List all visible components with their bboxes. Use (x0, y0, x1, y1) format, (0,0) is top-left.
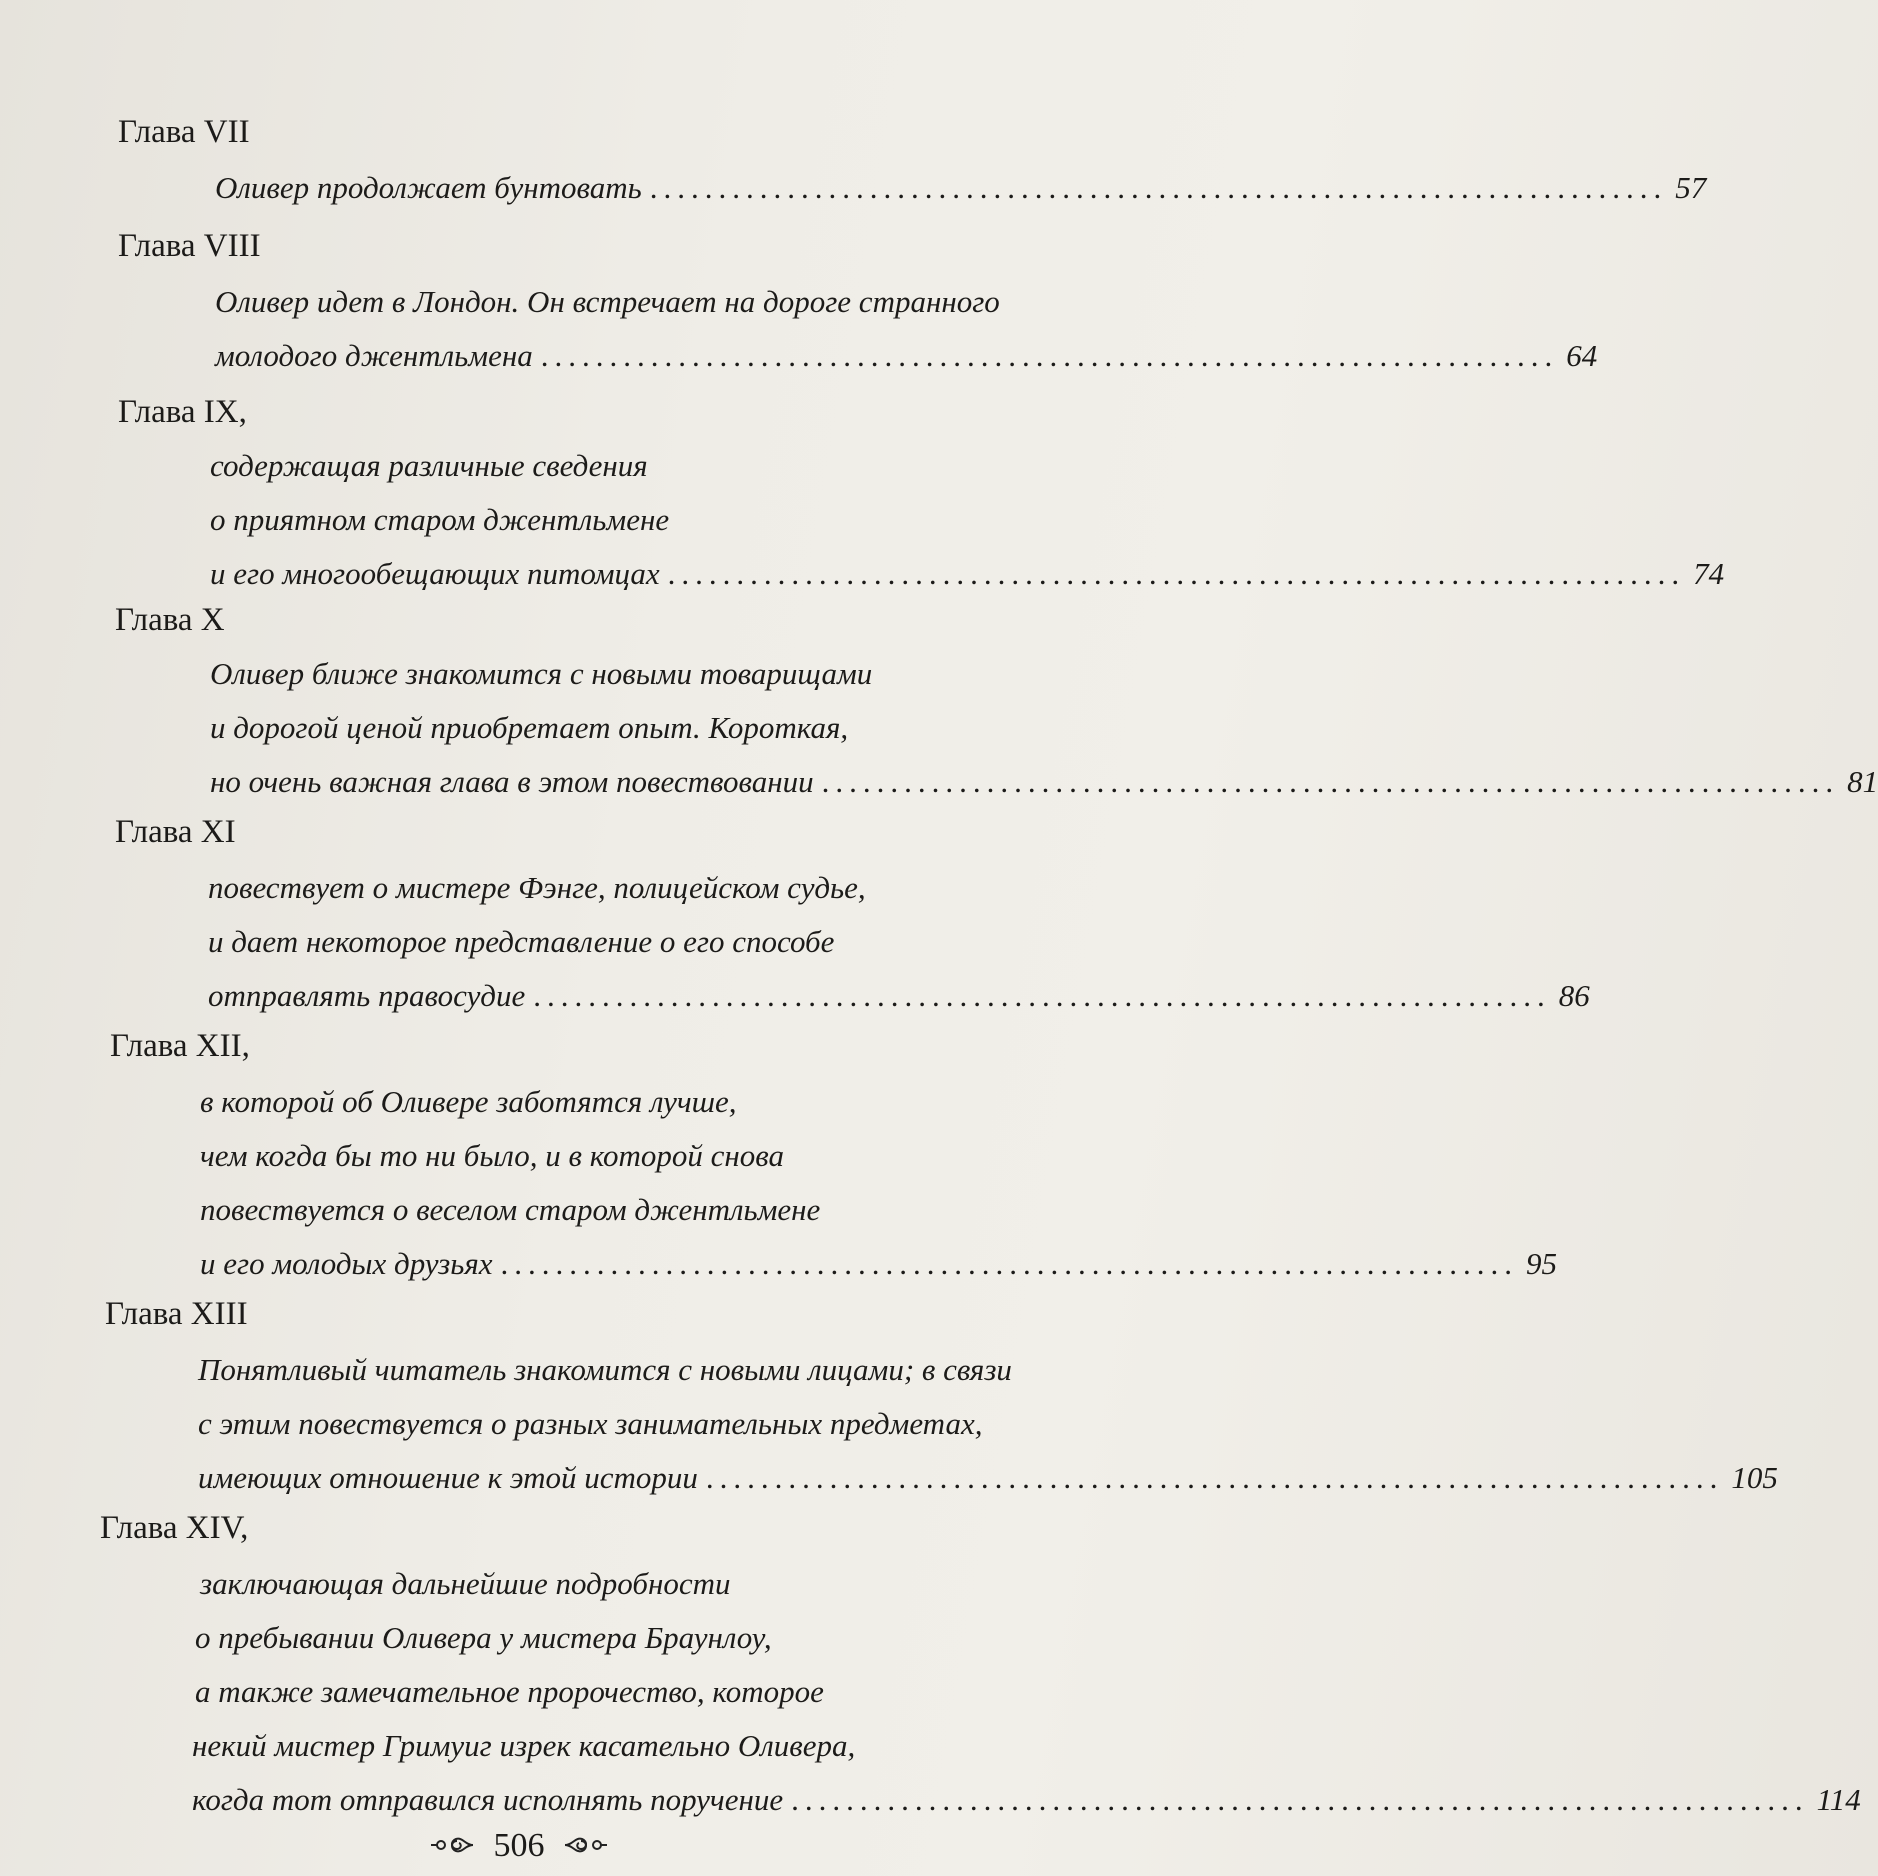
chapter-title-line: Понятливый читатель знакомится с новыми лицами; в связи (198, 1352, 1012, 1387)
chapter-page-number: 57 (1675, 170, 1707, 205)
chapter-title-line: некий мистер Гримуиг изрек касательно Оливера, (192, 1728, 856, 1763)
chapter-title-line: заключающая дальнейшие подробности (200, 1566, 731, 1601)
chapter-title-line: с этим повествуется о разных занимательных предметах, (198, 1406, 983, 1441)
chapter-title-line (210, 762, 1878, 802)
chapter-heading: Глава XIII (105, 1296, 248, 1332)
chapter-title-line: о пребывании Оливера у мистера Браунлоу, (195, 1620, 772, 1655)
chapter-title-line (198, 1458, 1778, 1498)
chapter-title-line: содержащая различные сведения (210, 448, 648, 483)
chapter-title-line: о приятном старом джентльмене (210, 502, 670, 537)
chapter-page-number: 81 (1847, 764, 1878, 799)
chapter-heading: Глава VIII (118, 228, 261, 264)
chapter-title-text: отправлять правосудие (208, 978, 526, 1013)
chapter-title-line: Оливер ближе знакомится с новыми товарищами (210, 656, 873, 691)
chapter-title-line: повествует о мистере Фэнге, полицейском судье, (208, 870, 866, 905)
leader-dots: .......................................................................... (791, 1782, 1809, 1817)
chapter-title-line: повествуется о веселом старом джентльмене (200, 1192, 821, 1227)
chapter-title-line (215, 168, 1707, 208)
chapter-title-text: Оливер продолжает бунтовать (215, 170, 642, 205)
chapter-title-line: а также замечательное пророчество, которое (195, 1674, 824, 1709)
chapter-page-number: 64 (1566, 338, 1598, 373)
chapter-title-line (210, 554, 1725, 594)
chapter-title-line: и дает некоторое представление о его способе (208, 924, 835, 959)
chapter-page-number: 95 (1526, 1246, 1558, 1281)
leader-dots: .......................................................................... (705, 1460, 1724, 1495)
chapter-heading: Глава VII (118, 114, 250, 150)
scroll-ornament-icon (563, 1828, 609, 1868)
page-number: 506 (493, 1827, 545, 1864)
chapter-title-line (215, 336, 1598, 376)
chapter-title-text: молодого джентльмена (215, 338, 533, 373)
chapter-title-line (192, 1780, 1861, 1820)
leader-dots: .......................................................................... (500, 1246, 1519, 1281)
leader-dots: .......................................................................... (821, 764, 1840, 799)
chapter-title-line (208, 976, 1590, 1016)
chapter-title-text: и его многообещающих питомцах (210, 556, 660, 591)
chapter-heading: Глава XII, (110, 1028, 250, 1064)
chapter-page-number: 74 (1693, 556, 1725, 591)
chapter-title-line: в которой об Оливере заботятся лучше, (200, 1084, 737, 1119)
chapter-page-number: 114 (1816, 1782, 1861, 1817)
chapter-title-text: когда тот отправился исполнять поручение (192, 1782, 784, 1817)
chapter-heading: Глава X (115, 602, 225, 638)
leader-dots: .......................................................................... (533, 978, 1551, 1013)
chapter-page-number: 86 (1558, 978, 1590, 1013)
leader-dots: .......................................................................... (649, 170, 1668, 205)
chapter-title-text: имеющих отношение к этой истории (198, 1460, 698, 1495)
chapter-heading: Глава IX, (118, 394, 247, 430)
chapter-title-text: и его молодых друзьях (200, 1246, 493, 1281)
chapter-page-number: 105 (1731, 1460, 1778, 1495)
chapter-title-text: но очень важная глава в этом повествовании (210, 764, 814, 799)
leader-dots: .......................................................................... (540, 338, 1559, 373)
chapter-title-line: Оливер идет в Лондон. Он встречает на дороге странного (215, 284, 1000, 319)
chapter-heading: Глава XI (115, 814, 236, 850)
chapter-heading: Глава XIV, (100, 1510, 249, 1546)
chapter-title-line: чем когда бы то ни было, и в которой снова (200, 1138, 785, 1173)
chapter-title-line: и дорогой ценой приобретает опыт. Короткая, (210, 710, 849, 745)
chapter-title-line (200, 1244, 1558, 1284)
leader-dots: .......................................................................... (667, 556, 1686, 591)
scroll-ornament-icon (429, 1828, 475, 1868)
page-footer (0, 1826, 1038, 1868)
